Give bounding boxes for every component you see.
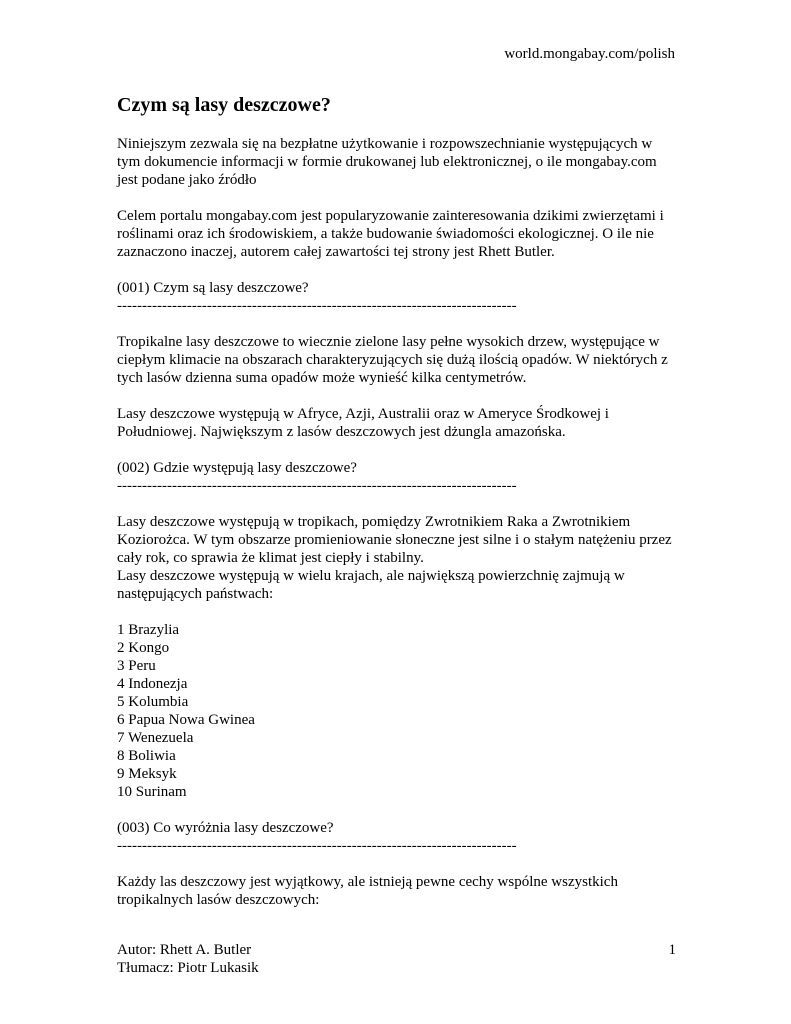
footer-translator: Tłumacz: Piotr Lukasik [117,960,259,976]
list-item: 4 Indonezja [117,676,188,692]
section-heading: (002) Gdzie występują lasy deszczowe? [117,460,357,476]
page-title: Czym są lasy deszczowe? [117,94,331,116]
divider-rule: -------------------------------------------------------------------------------- [117,298,517,314]
page-footer [117,941,676,977]
section-003 [117,819,677,909]
intro-paragraph-mission: Celem portalu mongabay.com jest popularyzowanie zainteresowania dzikimi zwierzętami i roślinami oraz ich środowiskiem, a także budowanie świadomości ekologicznej. O ile nie zaznaczono inaczej, autorem całej zawartości tej strony jest Rhett Butler. [117,208,664,260]
list-item: 2 Kongo [117,640,170,656]
list-item: 6 Papua Nowa Gwinea [117,712,255,728]
list-item: 9 Meksyk [117,766,177,782]
header-url: world.mongabay.com/polish [504,46,675,62]
list-item: 8 Boliwia [117,748,176,764]
page-number: 1 [668,942,676,958]
intro-paragraph-license: Niniejszym zezwala się na bezpłatne użytkowanie i rozpowszechnianie występujących w tym dokumencie informacji w formie drukowanej lub elektronicznej, o ile mongabay.com jest podane jako źródło [117,136,657,188]
list-item: 3 Peru [117,658,156,674]
section-heading: (003) Co wyróżnia lasy deszczowe? [117,820,334,836]
section-001 [117,279,677,441]
divider-rule: -------------------------------------------------------------------------------- [117,478,517,494]
section-paragraph: Lasy deszczowe występują w wielu krajach, ale największą powierzchnię zajmują w następujących państwach: [117,568,625,602]
section-heading: (001) Czym są lasy deszczowe? [117,280,309,296]
section-paragraph: Każdy las deszczowy jest wyjątkowy, ale istnieją pewne cechy wspólne wszystkich tropikalnych lasów deszczowych: [117,874,618,908]
list-item: 10 Surinam [117,784,187,800]
section-002 [117,459,677,801]
footer-author: Autor: Rhett A. Butler [117,942,252,958]
list-item: 7 Wenezuela [117,730,194,746]
section-paragraph: Lasy deszczowe występują w tropikach, pomiędzy Zwrotnikiem Raka a Zwrotnikiem Koziorożca. W tym obszarze promieniowanie słoneczne jest silne i o stałym natężeniu przez cały rok, co sprawia że klimat jest ciepły i stabilny. [117,514,672,566]
country-list [117,621,677,801]
divider-rule: -------------------------------------------------------------------------------- [117,838,517,854]
document-body [117,92,677,927]
list-item: 5 Kolumbia [117,694,189,710]
section-paragraph: Tropikalne lasy deszczowe to wiecznie zielone lasy pełne wysokich drzew, występujące w ciepłym klimacie na obszarach charakteryzujących się dużą ilością opadów. W niektórych z tych lasów dzienna suma opadów może wynieść kilka centymetrów. [117,334,668,386]
list-item: 1 Brazylia [117,622,180,638]
section-paragraph: Lasy deszczowe występują w Afryce, Azji, Australii oraz w Ameryce Środkowej i Południowej. Największym z lasów deszczowych jest dżungla amazońska. [117,406,609,440]
